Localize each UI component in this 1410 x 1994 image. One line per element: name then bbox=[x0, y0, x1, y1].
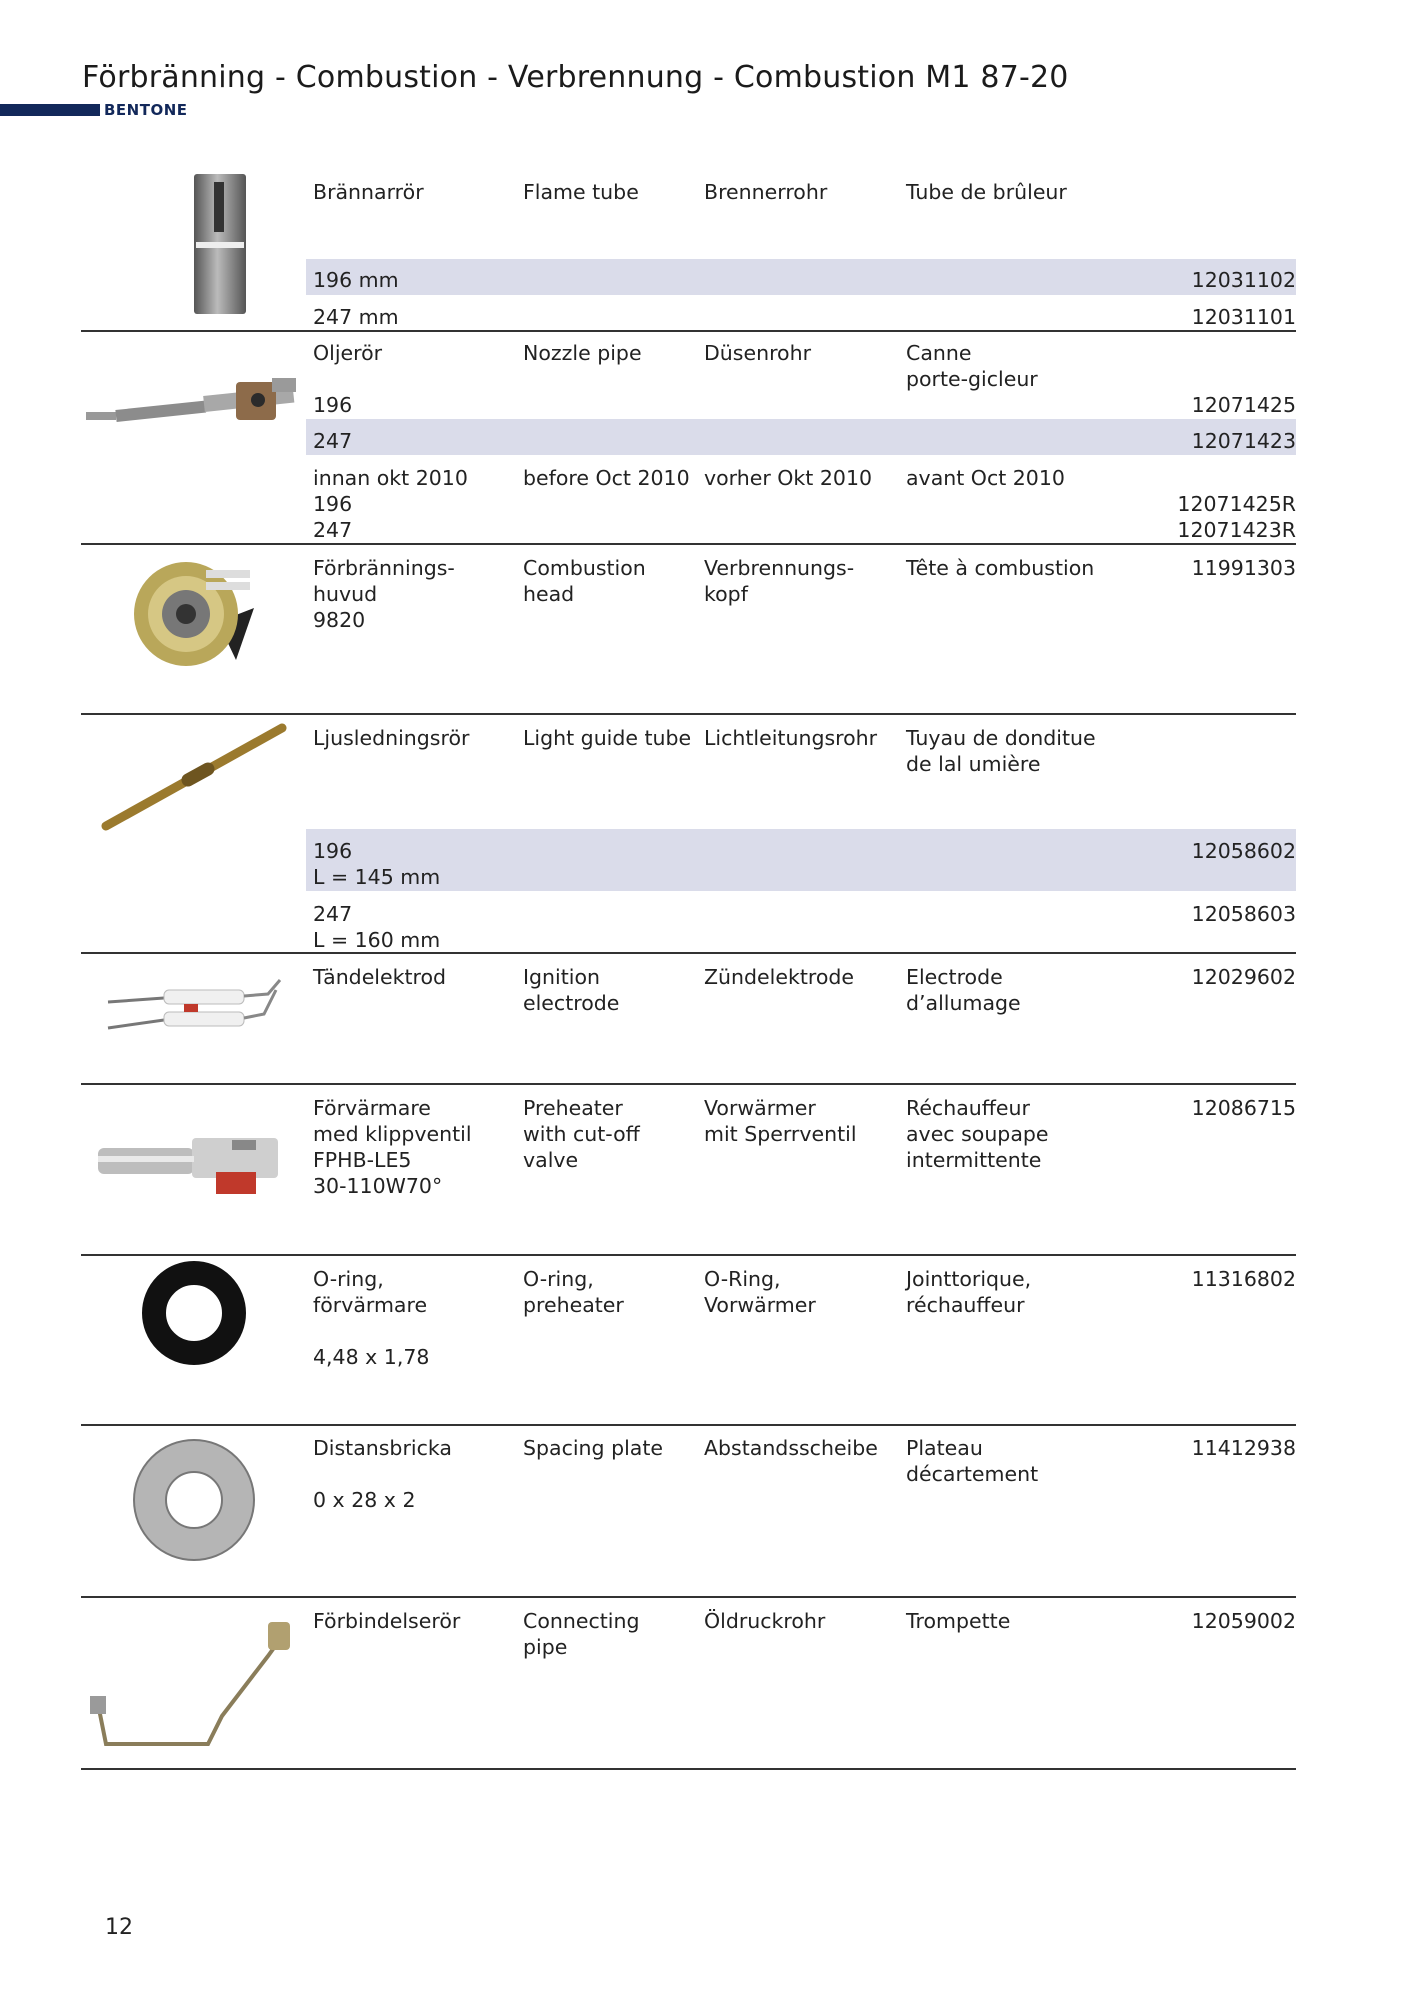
article-number: 12059002 bbox=[1191, 1609, 1296, 1633]
item-name-fr: Canne porte-gicleur bbox=[906, 341, 1038, 391]
preheater-image bbox=[96, 1126, 286, 1202]
row-divider bbox=[81, 952, 1296, 954]
item-name-en: Nozzle pipe bbox=[523, 341, 642, 365]
article-number: 11991303 bbox=[1191, 556, 1296, 580]
highlight-band bbox=[306, 419, 1296, 455]
item-name-en: Combustion head bbox=[523, 556, 646, 606]
row-divider bbox=[81, 1768, 1296, 1770]
item-name-sv: Oljerör bbox=[313, 341, 383, 365]
flame-tube-image bbox=[190, 172, 250, 320]
item-name-fr: Electrode d’allumage bbox=[906, 965, 1021, 1015]
item-name-de: Abstandsscheibe bbox=[704, 1436, 878, 1460]
article-number: 12058603 bbox=[1191, 902, 1296, 926]
item-name-sv: Distansbricka 0 x 28 x 2 bbox=[313, 1436, 452, 1512]
article-number: 12071425 bbox=[1191, 393, 1296, 417]
item-name-en: Preheater with cut-off valve bbox=[523, 1096, 640, 1172]
variant-label: 196 L = 145 mm bbox=[313, 839, 441, 889]
legacy-label-fr: avant Oct 2010 bbox=[906, 466, 1065, 490]
legacy-label-sv: innan okt 2010 196 247 bbox=[313, 466, 468, 542]
article-number: 12058602 bbox=[1191, 839, 1296, 863]
article-number: 12031101 bbox=[1191, 305, 1296, 329]
item-name-de: Öldruckrohr bbox=[704, 1609, 826, 1633]
item-name-de: Lichtleitungsrohr bbox=[704, 726, 878, 750]
row-divider bbox=[81, 1596, 1296, 1598]
nozzle-pipe-image bbox=[86, 372, 302, 446]
item-name-en: Ignition electrode bbox=[523, 965, 620, 1015]
item-name-de: Düsenrohr bbox=[704, 341, 812, 365]
article-number: 12086715 bbox=[1191, 1096, 1296, 1120]
highlight-band bbox=[306, 259, 1296, 295]
item-name-fr: Tube de brûleur bbox=[906, 180, 1067, 204]
page-number: 12 bbox=[105, 1915, 133, 1940]
legacy-label-en: before Oct 2010 bbox=[523, 466, 690, 490]
item-name-fr: Trompette bbox=[906, 1609, 1011, 1633]
variant-label: 196 mm bbox=[313, 268, 399, 292]
item-name-en: Spacing plate bbox=[523, 1436, 663, 1460]
item-name-en: Light guide tube bbox=[523, 726, 692, 750]
legacy-label-de: vorher Okt 2010 bbox=[704, 466, 873, 490]
row-divider bbox=[81, 543, 1296, 545]
item-name-de: Zündelektrode bbox=[704, 965, 855, 989]
item-name-sv: Tändelektrod bbox=[313, 965, 447, 989]
highlight-band bbox=[306, 829, 1296, 891]
connecting-pipe-image bbox=[88, 1620, 298, 1754]
page-title: Förbränning - Combustion - Verbrennung - Combustion M1 87-20 bbox=[82, 60, 1069, 95]
row-divider bbox=[81, 330, 1296, 332]
item-name-en: Connecting pipe bbox=[523, 1609, 640, 1659]
spacing-plate-image bbox=[132, 1438, 256, 1566]
legacy-article-numbers: 12071425R 12071423R bbox=[1177, 492, 1296, 542]
article-number: 12029602 bbox=[1191, 965, 1296, 989]
item-name-de: Vorwärmer mit Sperrventil bbox=[704, 1096, 857, 1146]
row-divider bbox=[81, 1254, 1296, 1256]
item-name-en: O-ring, preheater bbox=[523, 1267, 624, 1317]
item-name-de: O-Ring, Vorwärmer bbox=[704, 1267, 816, 1317]
item-name-de: Brennerrohr bbox=[704, 180, 828, 204]
article-number: 12031102 bbox=[1191, 268, 1296, 292]
article-number: 11316802 bbox=[1191, 1267, 1296, 1291]
item-name-fr: Tête à combustion bbox=[906, 556, 1095, 580]
variant-label: 247 bbox=[313, 429, 353, 453]
row-divider bbox=[81, 713, 1296, 715]
item-name-en: Flame tube bbox=[523, 180, 639, 204]
item-name-sv: Förbrännings- huvud 9820 bbox=[313, 556, 455, 632]
item-name-sv: Ljusledningsrör bbox=[313, 726, 470, 750]
o-ring-image bbox=[142, 1261, 246, 1369]
variant-label: 247 mm bbox=[313, 305, 399, 329]
item-name-fr: Plateau décartement bbox=[906, 1436, 1039, 1486]
item-name-sv: Förbindelserör bbox=[313, 1609, 461, 1633]
brand-bar bbox=[0, 104, 100, 116]
article-number: 11412938 bbox=[1191, 1436, 1296, 1460]
item-name-sv: Brännarrör bbox=[313, 180, 424, 204]
combustion-head-image bbox=[126, 552, 262, 674]
row-divider bbox=[81, 1083, 1296, 1085]
ignition-electrode-image bbox=[104, 976, 284, 1036]
row-divider bbox=[81, 1424, 1296, 1426]
item-name-fr: Tuyau de donditue de lal umière bbox=[906, 726, 1096, 776]
variant-label: 196 bbox=[313, 393, 353, 417]
item-name-fr: Réchauffeur avec soupape intermittente bbox=[906, 1096, 1049, 1172]
variant-label: 247 L = 160 mm bbox=[313, 902, 441, 952]
brand-label: BENTONE bbox=[104, 101, 188, 119]
item-name-fr: Jointtorique, réchauffeur bbox=[906, 1267, 1032, 1317]
item-name-sv: Förvärmare med klippventil FPHB-LE5 30-110W70° bbox=[313, 1096, 472, 1198]
item-name-de: Verbrennungs- kopf bbox=[704, 556, 855, 606]
article-number: 12071423 bbox=[1191, 429, 1296, 453]
light-guide-tube-image bbox=[98, 720, 288, 838]
item-name-sv: O-ring, förvärmare 4,48 x 1,78 bbox=[313, 1267, 430, 1369]
